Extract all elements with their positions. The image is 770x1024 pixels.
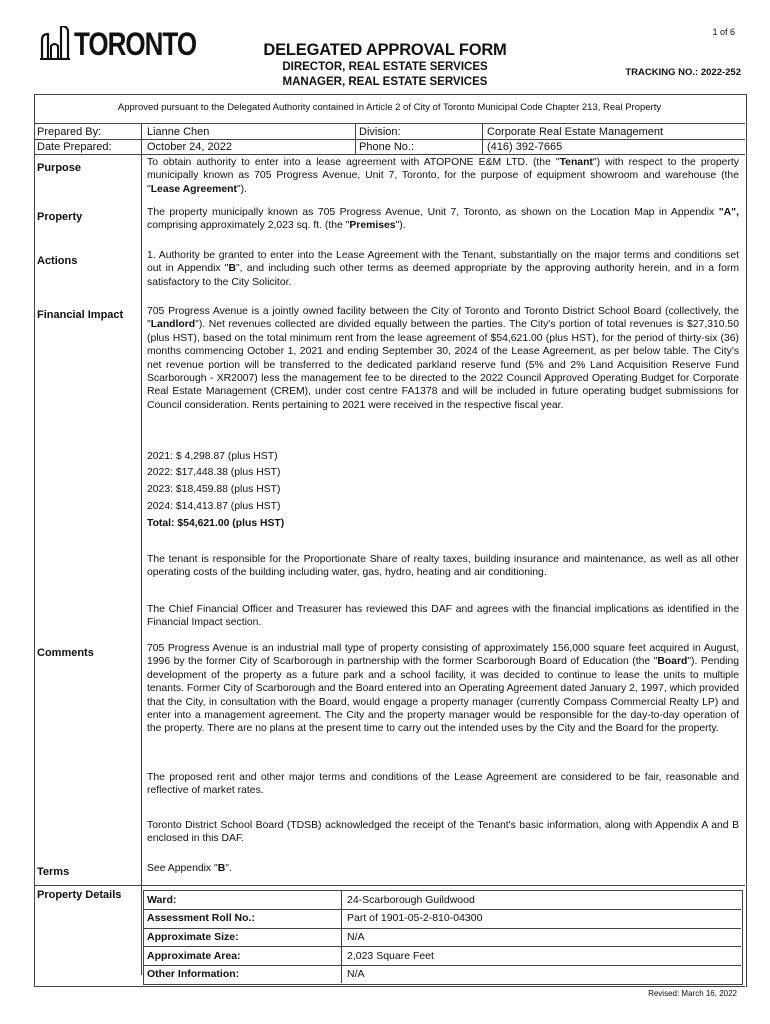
other-info-label: Other Information: [147, 968, 240, 980]
logo-wordmark: TORONTO [74, 25, 197, 63]
divider [34, 885, 745, 886]
ward-value: 24-Scarborough Guildwood [347, 894, 475, 906]
division-value: Corporate Real Estate Management [487, 126, 664, 138]
label-column-divider [141, 123, 142, 975]
divider [482, 123, 483, 154]
actions-label: Actions [37, 255, 78, 267]
divider [341, 890, 342, 983]
cfo-review-text: The Chief Financial Officer and Treasurer has reviewed this DAF and agrees with the financial implications as identified in the Financial Impact section. [147, 604, 739, 629]
ward-label: Ward: [147, 894, 177, 906]
page-number: 1 of 6 [712, 27, 735, 37]
divider [34, 986, 745, 987]
approval-authority-note: Approved pursuant to the Delegated Authority contained in Article 2 of City of Toronto Municipal Code Chapter 213, Real Property [117, 102, 662, 113]
phone-label: Phone No.: [359, 141, 415, 153]
purpose-text: To obtain authority to enter into a lease agreement with ATOPONE E&M LTD. (the "Tenant") with respect to the property municipally known as 705 Progress Avenue, Unit 7, Toronto, for the purpose of equipment showroom and warehouse (the "Lease Agreement"). [147, 157, 739, 195]
terms-label: Terms [37, 866, 70, 878]
property-text: The property municipally known as 705 Progress Avenue, Unit 7, Toronto, as shown on the Location Map in Appendix "A", comprising approximately 2,023 sq. ft. (the "Premises"). [147, 207, 739, 232]
tenant-responsibility-text: The tenant is responsible for the Proportionate Share of realty taxes, building insurance and maintenance, as well as all other operating costs of the building including water, gas, hydro, heating and air conditioning. [147, 554, 739, 579]
city-hall-icon [40, 26, 70, 60]
rent-total: Total: $54,621.00 (plus HST) [147, 518, 285, 529]
assessment-roll-label: Assessment Roll No.: [147, 912, 255, 924]
form-title: DELEGATED APPROVAL FORM [263, 41, 507, 59]
rent-2022: 2022: $17,448.38 (plus HST) [147, 467, 281, 478]
assessment-roll-value: Part of 1901-05-2-810-04300 [347, 912, 483, 924]
prepared-by-value: Lianne Chen [147, 126, 210, 138]
prepared-by-label: Prepared By: [37, 126, 102, 138]
comments-label: Comments [37, 647, 94, 659]
divider [355, 123, 356, 154]
approx-area-value: 2,023 Square Feet [347, 950, 434, 962]
property-label: Property [37, 211, 83, 223]
subtitle-manager: MANAGER, REAL ESTATE SERVICES [282, 76, 488, 88]
other-info-value: N/A [347, 968, 365, 980]
phone-value: (416) 392-7665 [487, 141, 563, 153]
financial-impact-label: Financial Impact [37, 309, 124, 321]
financial-impact-text: 705 Progress Avenue is a jointly owned facility between the City of Toronto and Toronto District School Board (collectively, the "Landlord"). Net revenues collected are divided equally between the parties. The City's portion of total revenues is $27,310.50 (plus HST), based on the total minimum rent from the lease agreement of $54,621.00 (plus HST), for the period of thirty-six (36) months commencing October 1, 2021 and ending September 30, 2024 of the Lease Agreement, as per below table. The City's net revenue portion will be transferred to the dedicated parkland reserve fund (5% and 2% Land Acquisition Reserve Fund Scarborough - XR2007) less the management fee to be directed to the 2022 Council Approved Operating Budget for Corporate Real Estate Management (CREM), under cost centre FA1378 and will be included in future operating budget submissions for Council consideration. Rents pertaining to 2021 were received in the respective fiscal year. [147, 306, 739, 411]
purpose-label: Purpose [37, 162, 82, 174]
date-prepared-label: Date Prepared: [37, 141, 112, 153]
divider [143, 965, 741, 966]
divider [143, 928, 741, 929]
property-details-label: Property Details [37, 889, 122, 901]
approx-size-value: N/A [347, 931, 365, 943]
comments-tdsb-text: Toronto District School Board (TDSB) acknowledged the receipt of the Tenant's basic information, along with Appendix A and B enclosed in this DAF. [147, 820, 739, 845]
comments-fair-text: The proposed rent and other major terms and conditions of the Lease Agreement are considered to be fair, reasonable and reflective of market rates. [147, 772, 739, 797]
terms-text: See Appendix "B". [147, 863, 232, 874]
tracking-number: TRACKING NO.: 2022-252 [625, 67, 741, 78]
actions-text: 1. Authority be granted to enter into the Lease Agreement with the Tenant, substantially on the major terms and conditions set out in Appendix "B", and including such other terms as deemed appropriate by the approving authority herein, and in a form satisfactory to the City Solicitor. [147, 250, 739, 288]
rent-2023: 2023: $18,459.88 (plus HST) [147, 484, 281, 495]
comments-text: 705 Progress Avenue is an industrial mall type of property consisting of approximately 156,000 square feet acquired in August, 1996 by the former City of Scarborough in partnership with the former Scarborough Board of Education (the "Board"). Pending development of the property as a future park and a school facility, it was decided to continue to lease the units to multiple tenants. Former City of Scarborough and the Board entered into an Operating Agreement dated January 2, 1997, which provided that the City, in consultation with the Board, would engage a property manager (currently Compass Commercial Realty LP) and enter into a management agreement. The City and the property manager would be responsible for the day-to-day operation of the property. There are no plans at the present time to carry out the intended uses by the City and the Board for the property. [147, 643, 739, 735]
approx-size-label: Approximate Size: [147, 931, 239, 943]
rent-2024: 2024: $14,413.87 (plus HST) [147, 501, 281, 512]
rent-2021: 2021: $ 4,298.87 (plus HST) [147, 451, 278, 462]
toronto-logo [40, 25, 197, 63]
revised-date: Revised: March 16, 2022 [648, 989, 737, 998]
divider [143, 946, 741, 947]
divider [143, 909, 741, 910]
division-label: Division: [359, 126, 401, 138]
approx-area-label: Approximate Area: [147, 950, 241, 962]
date-prepared-value: October 24, 2022 [147, 141, 233, 153]
subtitle-director: DIRECTOR, REAL ESTATE SERVICES [282, 61, 488, 73]
